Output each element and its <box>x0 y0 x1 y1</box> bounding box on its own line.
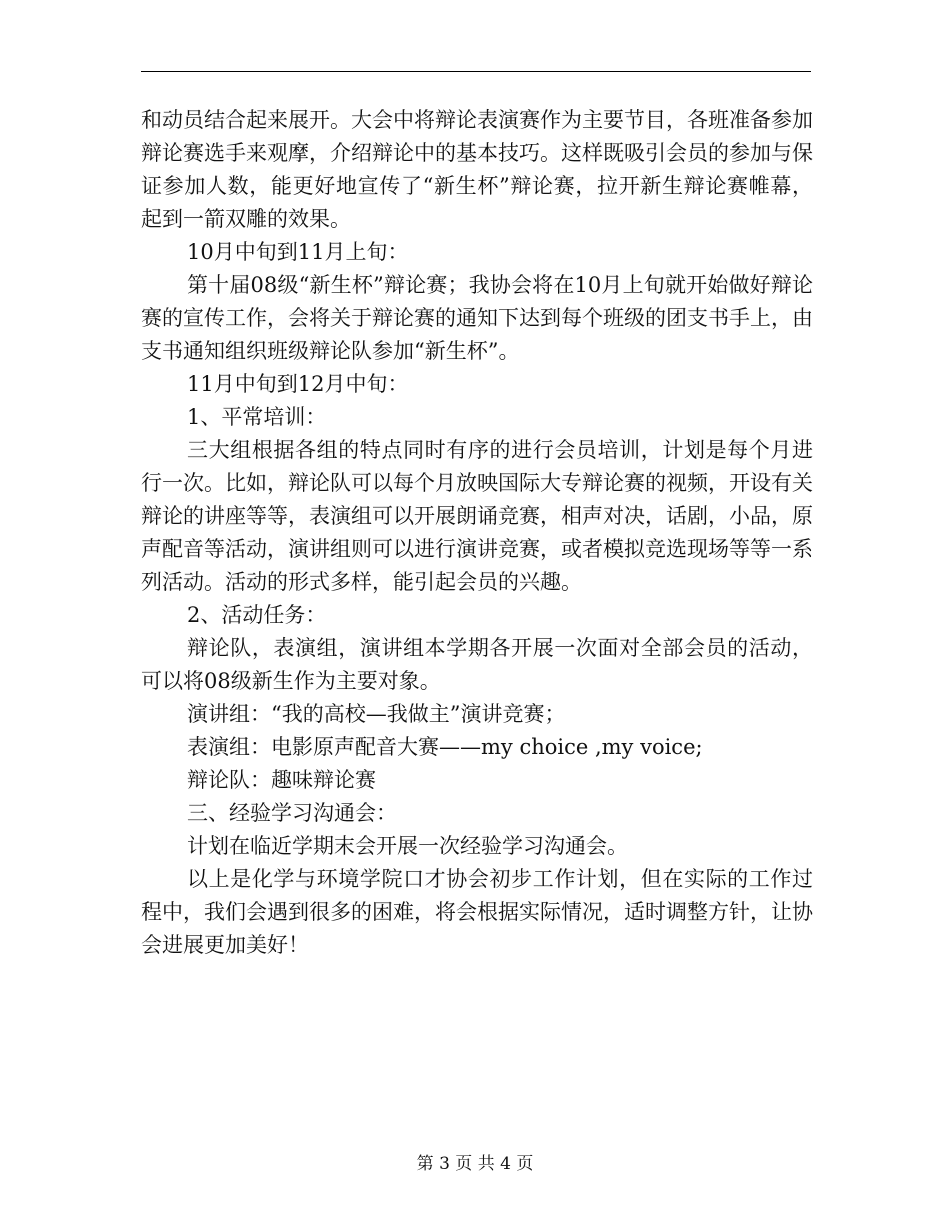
header-rule <box>141 71 811 72</box>
paragraph-8: 辩论队，表演组，演讲组本学期各开展一次面对全部会员的活动，可以将08级新生作为主要对象。 <box>141 636 813 693</box>
paragraph-12: 三、经验学习沟通会： <box>187 801 397 825</box>
paragraph-7: 2、活动任务： <box>187 603 327 627</box>
paragraph-4: 11月中旬到12月中旬： <box>187 372 409 396</box>
paragraph-6: 三大组根据各组的特点同时有序的进行会员培训，计划是每个月进行一次。比如，辩论队可以每个月放映国际大专辩论赛的视频，开设有关辩论的讲座等等，表演组可以开展朗诵竞赛，相声对决，话剧，小品，原声配音等活动，演讲组则可以进行演讲竞赛，或者模拟竞选现场等等一系列活动。活动的形式多样，能引起会员的兴趣。 <box>141 438 813 594</box>
paragraph-5: 1、平常培训： <box>187 405 327 429</box>
paragraph-13: 计划在临近学期末会开展一次经验学习沟通会。 <box>187 834 628 858</box>
paragraph-2: 10月中旬到11月上旬： <box>187 240 409 264</box>
paragraph-10: 表演组：电影原声配音大赛——my choice ,my voice; <box>187 735 703 759</box>
paragraph-14: 以上是化学与环境学院口才协会初步工作计划，但在实际的工作过程中，我们会遇到很多的困难，将会根据实际情况，适时调整方针，让协会进展更加美好！ <box>141 867 813 957</box>
paragraph-9: 演讲组：“我的高校—我做主”演讲竞赛； <box>187 702 566 726</box>
paragraph-11: 辩论队：趣味辩论赛 <box>187 768 376 792</box>
page-footer: 第 3 页 共 4 页 <box>416 1154 534 1174</box>
paragraph-1: 和动员结合起来展开。大会中将辩论表演赛作为主要节目，各班准备参加辩论赛选手来观摩，介绍辩论中的基本技巧。这样既吸引会员的参加与保证参加人数，能更好地宣传了“新生杯”辩论赛，拉开新生辩论赛帷幕，起到一箭双雕的效果。 <box>141 108 813 231</box>
document-body <box>141 104 813 962</box>
paragraph-3: 第十届08级“新生杯”辩论赛；我协会将在10月上旬就开始做好辩论赛的宣传工作，会将关于辩论赛的通知下达到每个班级的团支书手上，由支书通知组织班级辩论队参加“新生杯”。 <box>141 273 813 363</box>
